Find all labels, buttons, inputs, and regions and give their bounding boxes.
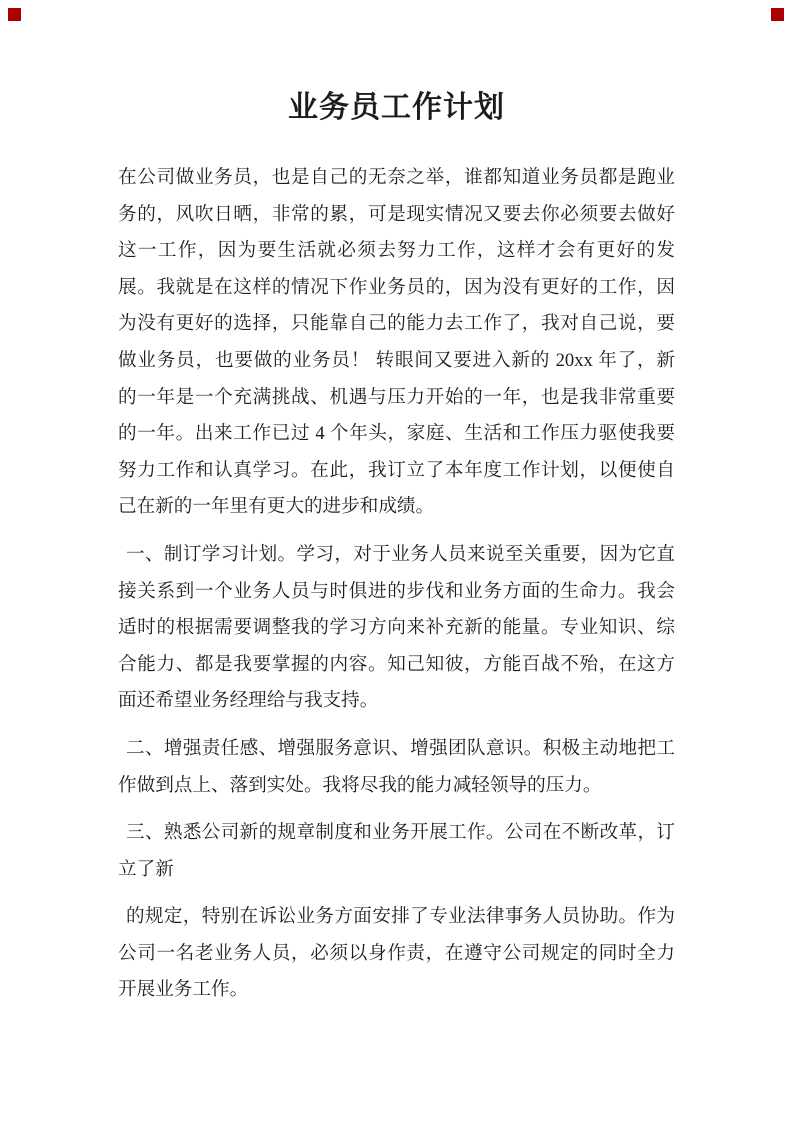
red-square-marker-top-right-icon	[771, 8, 784, 21]
paragraph	[118, 731, 675, 804]
text-line: 二、增强责任感、增强服务意识、增强团队意识。积极主动地把工	[126, 737, 675, 759]
document-body	[118, 160, 675, 1009]
text-line: 公司一名老业务人员，必须以身作责，在遵守公司规定的同时全力	[118, 942, 675, 964]
text-line: 为没有更好的选择，只能靠自己的能力去工作了，我对自己说，要	[118, 313, 675, 335]
paragraph	[118, 815, 675, 888]
text-line: 接关系到一个业务人员与时俱进的步伐和业务方面的生命力。我会	[118, 580, 675, 602]
document-content	[118, 0, 675, 1009]
paragraph	[118, 160, 675, 526]
text-line: 展。我就是在这样的情况下作业务员的，因为没有更好的工作，因	[118, 276, 675, 298]
text-line: 这一工作，因为要生活就必须去努力工作，这样才会有更好的发	[118, 240, 675, 262]
text-line: 合能力、都是我要掌握的内容。知己知彼，方能百战不殆，在这方	[118, 653, 675, 675]
text-line: 立了新	[118, 858, 174, 880]
text-line: 的一年是一个充满挑战、机遇与压力开始的一年，也是我非常重要	[118, 386, 675, 408]
text-line: 的一年。出来工作已过 4 个年头，家庭、生活和工作压力驱使我要	[118, 423, 675, 445]
text-line: 努力工作和认真学习。在此，我订立了本年度工作计划，以便使自	[118, 459, 675, 481]
text-line: 在公司做业务员，也是自己的无奈之举，谁都知道业务员都是跑业	[118, 167, 675, 188]
red-square-marker-top-left-icon	[8, 8, 21, 21]
text-line: 做业务员，也要做的业务员！ 转眼间又要进入新的 20xx 年了，新	[118, 349, 675, 371]
paragraph	[118, 537, 675, 720]
text-line: 的规定，特别在诉讼业务方面安排了专业法律事务人员协助。作为	[126, 906, 675, 928]
text-line: 务的，风吹日晒，非常的累，可是现实情况又要去你必须要去做好	[118, 203, 675, 225]
text-line: 开展业务工作。	[118, 979, 249, 1001]
text-line: 三、熟悉公司新的规章制度和业务开展工作。公司在不断改革，订	[126, 822, 675, 844]
text-line: 作做到点上、落到实处。我将尽我的能力减轻领导的压力。	[118, 774, 602, 796]
page-title: 业务员工作计划	[288, 91, 505, 124]
text-line: 一、制订学习计划。学习，对于业务人员来说至关重要，因为它直	[126, 543, 675, 565]
text-line: 适时的根据需要调整我的学习方向来补充新的能量。专业知识、综	[118, 617, 675, 639]
paragraph	[118, 899, 675, 1009]
text-line: 己在新的一年里有更大的进步和成绩。	[118, 496, 435, 518]
text-line: 面还希望业务经理给与我支持。	[118, 690, 379, 712]
